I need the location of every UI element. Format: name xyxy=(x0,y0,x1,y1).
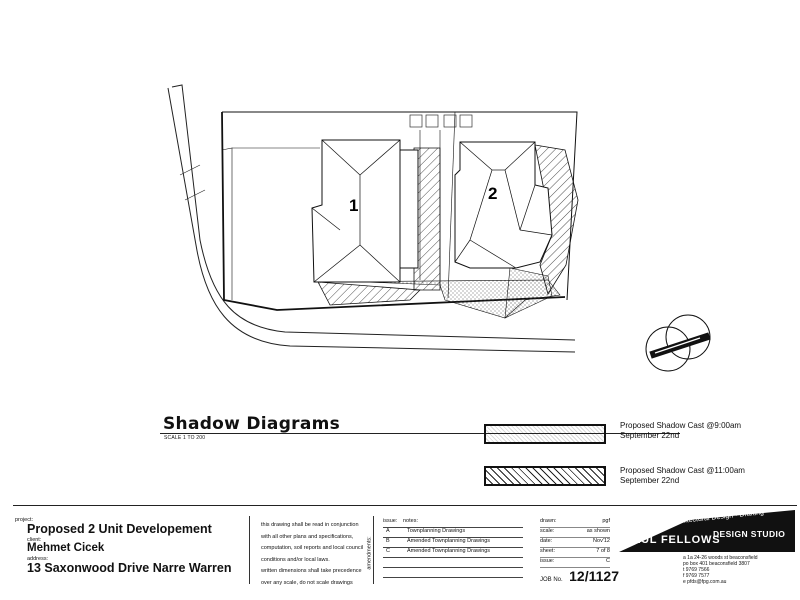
sheet-field: sheet: 7 of 8 xyxy=(540,547,610,558)
disclaimer: this drawing shall be read in conjunction with all other plans and specifications, computation, soil reports and local council conditions and/or local laws. written dimensions shall take precedence over any scale, do not scale drawings xyxy=(261,522,364,586)
project-label: project: xyxy=(15,517,34,523)
project-name: Proposed 2 Unit Developement xyxy=(27,522,212,536)
issue-row: B Amended Townplanning Drawings xyxy=(383,537,523,548)
client-label: client: xyxy=(27,537,42,543)
contact-details: a 1a 24-26 woods st beaconsfield po box 401 beaconsfield 3807 t 9769 7566 f 9769 7577 e pfds@fpg.com.au xyxy=(683,555,758,585)
site-address: 13 Saxonwood Drive Narre Warren xyxy=(27,561,232,575)
legend-label-9am: Proposed Shadow Cast @9:00am September 22nd xyxy=(620,421,742,440)
client-name: Mehmet Cicek xyxy=(27,542,105,554)
job-number: JOB No. 12/1127 xyxy=(540,568,619,584)
svg-text:Architectural Design • Draftin: Architectural Design • Drafting xyxy=(670,510,765,526)
legend-swatch-9am xyxy=(484,424,606,444)
issue-field: issue: C xyxy=(540,557,610,568)
amendments-label: amendments: xyxy=(366,536,373,570)
issue-row: C Amended Townplanning Drawings xyxy=(383,547,523,558)
svg-text:DESIGN STUDIO: DESIGN STUDIO xyxy=(713,529,786,539)
unit-1-roof xyxy=(312,140,418,282)
divider-2 xyxy=(373,516,374,584)
unit-2-roof xyxy=(455,142,552,268)
company-logo xyxy=(619,510,795,552)
legend-label-11am: Proposed Shadow Cast @11:00am September 22nd xyxy=(620,466,745,485)
svg-text:PAUL FELLOWS: PAUL FELLOWS xyxy=(625,534,721,546)
title-block: project: Proposed 2 Unit Developement client: Mehmet Cicek address: 13 Saxonwood Drive Narre Warren this drawing shall be read in conjunction with all other plans and specifications, computation, soil reports and local council conditions and/or local laws. written dimensions shall take precedence over any scale, do not scale drawings amendments: issue: notes: A Townplanning Drawings B Amended Townplanning Drawings C Amended Townplanning Drawings drawn: pgf scale: as shown date: Nov'12 sheet: 7 of 8 issue: C JOB No. 12/1127 xyxy=(13,505,797,590)
logo-graphic xyxy=(619,510,795,552)
drawing-scale: SCALE 1 TO 200 xyxy=(164,435,206,441)
unit-1-label: 1 xyxy=(349,196,359,215)
unit-2-label: 2 xyxy=(488,184,498,203)
legend-swatch-11am xyxy=(484,466,606,486)
drawn-field: drawn: pgf xyxy=(540,517,610,528)
north-arrow-icon xyxy=(646,315,710,371)
date-field: date: Nov'12 xyxy=(540,537,610,548)
address-label: address: xyxy=(27,556,49,562)
divider-1 xyxy=(249,516,250,584)
scale-field: scale: as shown xyxy=(540,527,610,538)
drawing-title: Shadow Diagrams xyxy=(163,414,341,434)
issue-row: A Townplanning Drawings xyxy=(383,527,523,538)
